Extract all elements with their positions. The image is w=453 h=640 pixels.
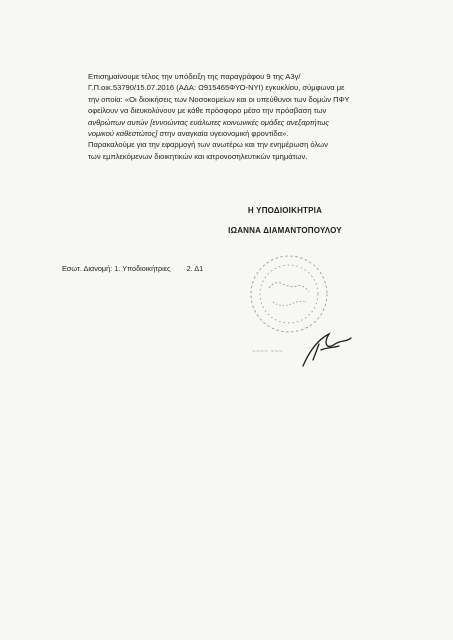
paragraph-2-line: Παρακαλούμε για την εφαρμογή των ανωτέρω και την ενημέρωση όλων [88, 140, 328, 150]
internal-distribution [62, 264, 262, 273]
paragraph-1-line: Γ.Π.οικ.53790/15.07.2016 (ΑΔΑ: Ω915465ΦΥΟ-ΝΥΙ) εγκυκλίου, σύμφωνα με [88, 83, 345, 93]
seal-inner-ring [260, 265, 318, 323]
seal-emblem-lower [273, 301, 307, 305]
paragraph-1-line: Επισημαίνουμε τέλος την υπόδειξη της παραγράφου 9 της Α3γ/ [88, 72, 301, 81]
paragraph-1-line: οφείλουν να διευκολύνουν με κάθε πρόσφορο μέσο την πρόσβαση των [88, 106, 327, 116]
paragraph-2-line: των εμπλεκόμενων διοικητικών και ιατρονοσηλευτικών τμημάτων. [88, 151, 308, 161]
body-text [79, 71, 386, 162]
signatory-title: Η ΥΠΟΔΙΟΙΚΗΤΡΙΑ [247, 206, 323, 215]
paragraph-1 [79, 71, 386, 139]
quoted-rest: στην αναγκαία υγειονομική φροντίδα». [157, 129, 289, 139]
paragraph-2 [79, 139, 386, 162]
signature-block [200, 206, 370, 235]
quoted-italic: νομικού καθεστώτος] [88, 129, 158, 139]
paragraph-1-line: ανθρώπων αυτών [εννοώντας ευάλωτες κοινωνικές ομάδες ανεξαρτήτως [88, 117, 330, 127]
paragraph-1-last-line [79, 128, 386, 139]
distribution-ref: 2. Δ1 [186, 264, 204, 273]
seal-outer-ring [251, 256, 327, 332]
signatory-name: ΙΩΑΝΝΑ ΔΙΑΜΑΝΤΟΠΟΥΛΟΥ [228, 226, 342, 235]
seal-emblem [269, 283, 309, 292]
distribution-label: Εσωτ. Διανομή: 1. Υποδιοικήτριες [62, 264, 171, 273]
handwritten-signature [303, 334, 351, 366]
stamp-scribble: ~~~~ ~~~ [252, 349, 283, 355]
paragraph-1-line: την οποία: «Οι διοικήσεις των Νοσοκομείων και οι υπεύθυνοι των δομών ΠΦΥ [88, 94, 350, 104]
